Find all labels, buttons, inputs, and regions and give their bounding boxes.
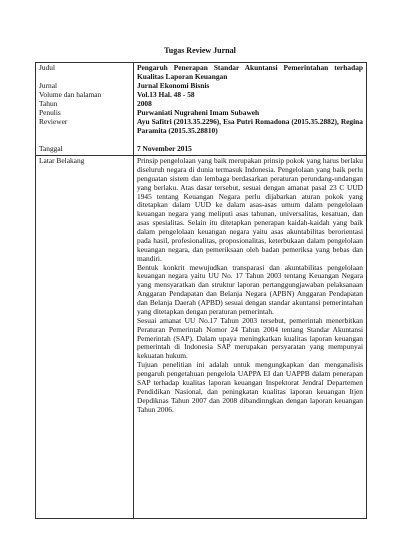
value-volume: Vol.13 Hal. 48 - 58 <box>137 90 195 99</box>
label-tanggal: Tanggal <box>39 144 63 153</box>
value-judul: Pengaruh Penerapan Standar Akuntansi Pemerintahan terhadap Kualitas Laporan Keuangan <box>137 63 363 81</box>
paragraph: Sesuai amanat UU No.17 Tahun 2003 tersebut, pemerintah menerbitkan Peraturan Pemerintah Nomor 24 Tahun 2004 tentang Standar Akuntansi Pemerintah (SAP). Dalam upaya meningkatkan kualitas laporan keuangan pemerintah di Indonesia SAP merupakan persyaratan yang mempunyai kekuatan hukum. <box>137 315 363 361</box>
background-row <box>36 156 367 519</box>
meta-row <box>36 63 367 156</box>
value-tahun: 2008 <box>137 99 152 108</box>
meta-labels-cell <box>36 63 134 156</box>
value-tanggal: 7 November 2015 <box>137 144 192 153</box>
label-jurnal: Jurnal <box>39 81 58 90</box>
label-judul: Judul <box>39 63 56 72</box>
label-penulis: Penulis <box>39 108 61 117</box>
value-reviewer: Ayu Safitri (2013.35.2296), Esa Putri Romadona (2015.35.2882), Regina Paramita (2015.35.28810) <box>137 117 363 135</box>
value-penulis: Purwaniati Nugraheni Imam Subaweh <box>137 108 260 117</box>
document-title: Tugas Review Jurnal <box>164 46 236 55</box>
label-reviewer: Reviewer <box>39 117 68 126</box>
label-volume: Volume dan halaman <box>39 90 102 99</box>
paragraph: Prinsip pengelolaan yang baik merupakan prinsip pokok yang harus berlaku diseluruh negara di dunia termasuk Indonesia. Pengelolaan yang baik perlu penguatan sistem dan lembaga berdasarkan peraturan perundang-undangan yang berlaku. Atas dasar tersebut, sesuai dengan amanat pasal 23 C UUD 1945 tentang Keuangan Negara perlu dijabarkan aturan pokok yang ditetapkan dalam UUD ke dalam asas-asas umum dalam pengelolaan keuangan negara yang meliputi asas tahunan, universalitas, kesatuan, dan asas spesialitas. Selain itu ditetapkan penerapan kaidah-kaidah yang baik dalam pengelolaan keuangan negara yaitu asas akuntabilitas berorientasi pada hasil, profesionalitas, proposionalitas, keterbukaan dalam pengelolaan keuangan negara, dan pemeriksaan oleh badan pemeriksa yang bebas dan mandiri. <box>137 156 363 263</box>
section-label: Latar Belakang <box>36 156 134 519</box>
section-body <box>134 156 367 519</box>
paragraph: Tujuan penelitian ini adalah untuk mengungkapkan dan menganalisis pengaruh pengetahuan pengelola UAPPA EI dan UAPPB dalam penerapan SAP terhadap kualitas laporan keuangan Inspektorat Jendral Departemen Pendidikan Nasional, dan peningkatan kualitas laporan keuangan Itjen Depdiknas Tahun 2007 dan 2008 dibandinngkan dengan laporan keuangan Tahun 2006. <box>137 360 363 414</box>
review-table <box>35 62 367 519</box>
label-tahun: Tahun <box>39 99 58 108</box>
value-jurnal: Jurnal Ekonomi Bisnis <box>137 81 210 90</box>
meta-values-cell <box>134 63 367 156</box>
paragraph: Bentuk konkrit mewujudkan transparasi dan akuntabilitas pengelolaan keuangan negara yaitu UU No. 17 Tahun 2003 tentang Keuangan Negara yang mensyaratkan dan struktur laporan pertanggungjawaban pelaksanaan Anggaran Pendapatan dan Belanja Negara (APBN) Anggaran Pendapatan dan Belanja Daerah (APBD) sesuai dengan standar akuntansi pemerintahan yang ditetapkan dengan peraturan pemerintah. <box>137 262 363 316</box>
